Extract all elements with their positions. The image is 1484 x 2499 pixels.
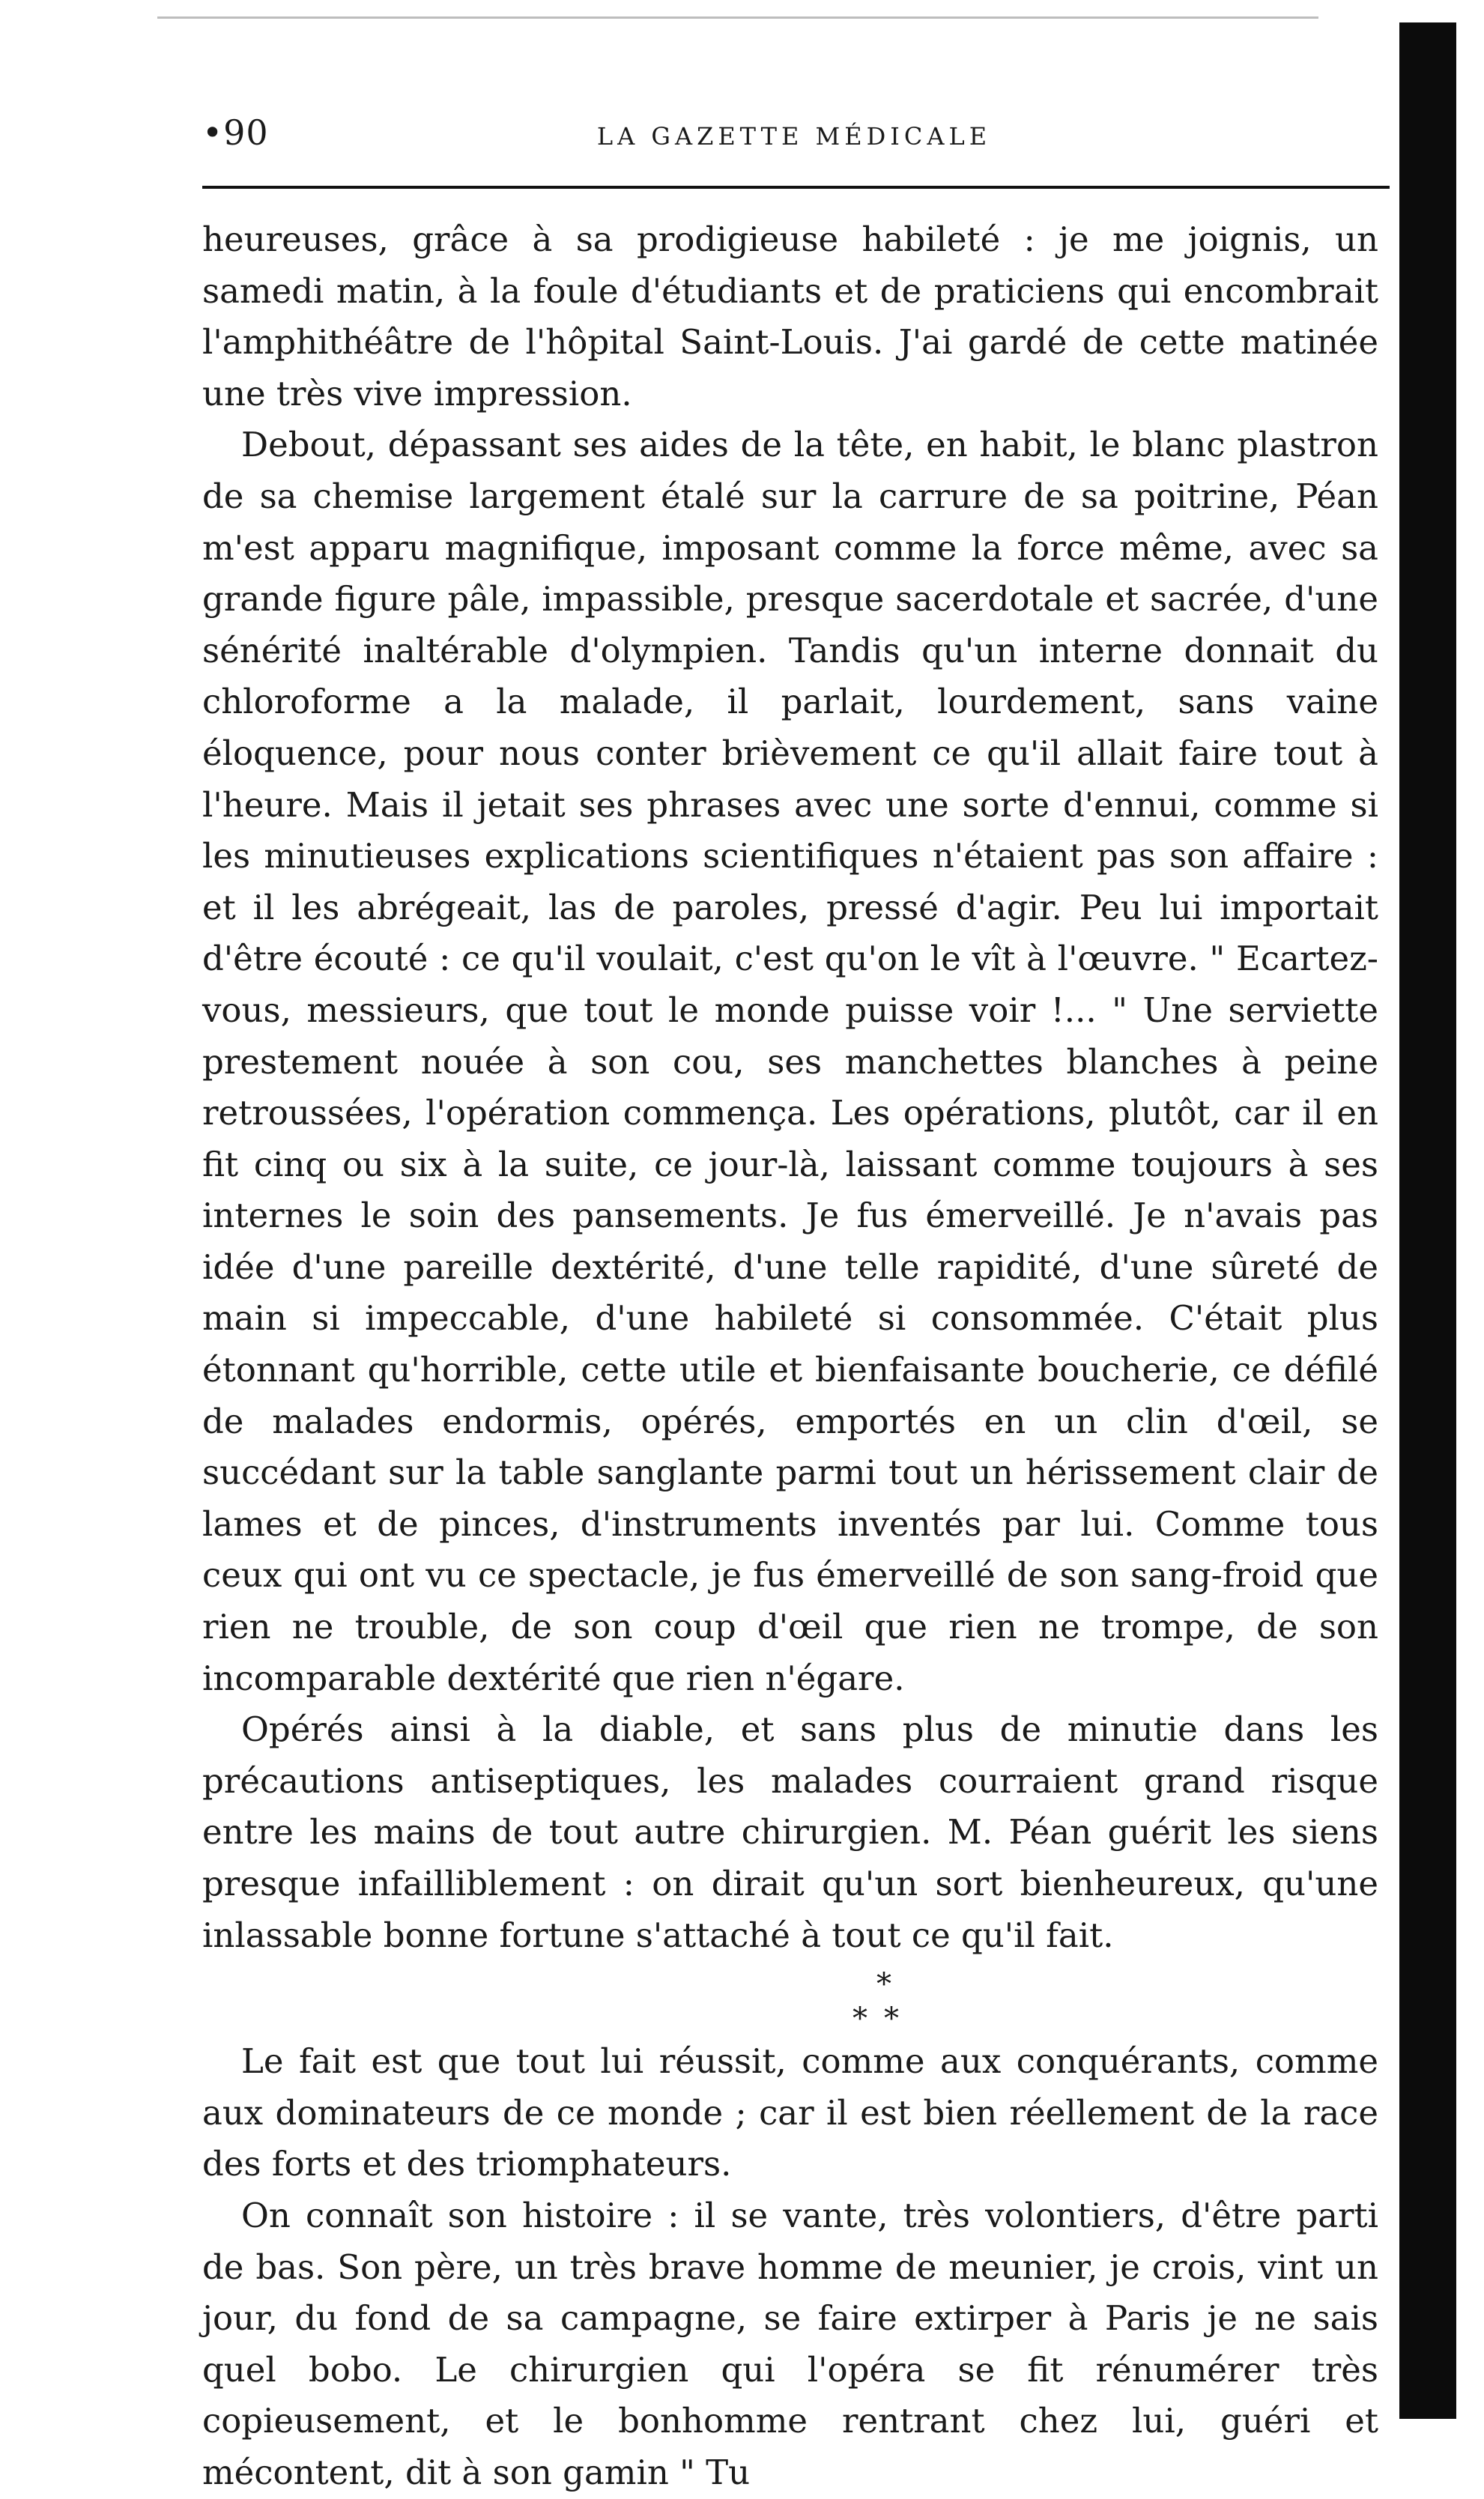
asterism-divider (202, 1967, 1378, 2036)
paragraph: Debout, dépassant ses aides de la tête, en habit, le blanc plastron de sa chemise largement étalé sur la carrure de sa poitrine, Péan m'est apparu magnifique, imposant comme la force même, avec sa grande figure pâle, impassible, presque sacerdotale et sacrée, d'une sénérité inaltérable d'olympien. Tandis qu'un interne donnait du chloroforme a la malade, il parlait, lourdement, sans vaine éloquence, pour nous conter brièvement ce qu'il allait faire tout à l'heure. Mais il jetait ses phrases avec une sorte d'ennui, comme si les minutieuses explications scientifiques n'étaient pas son affaire : et il les abrégeait, las de paroles, pressé d'agir. Peu lui importait d'être écouté : ce qu'il voulait, c'est qu'on le vît à l'œuvre. " Ecartez-vous, messieurs, que tout le monde puisse voir !... " Une serviette prestement nouée à son cou, ses manchettes blanches à peine retroussées, l'opération commença. Les opérations, plutôt, car il en fit cinq ou six à la suite, ce jour-là, laissant comme toujours à ses internes le soin des pansements. Je fus émerveillé. Je n'avais pas idée d'une pareille dextérité, d'une telle rapidité, d'une sûreté de main si impeccable, d'une habileté si consommée. C'était plus étonnant qu'horrible, cette utile et bienfaisante boucherie, ce défilé de malades endormis, opérés, emportés en un clin d'œil, se succédant sur la table sanglante parmi tout un hérissement clair de lames et de pinces, d'instruments inventés par lui. Comme tous ceux qui ont vu ce spectacle, je fus émerveillé de son sang-froid que rien ne trouble, de son coup d'œil que rien ne trompe, de son incomparable dextérité que rien n'égare. (202, 425, 1378, 1698)
paragraph: Opérés ainsi à la diable, et sans plus de minutie dans les précautions antiseptiques, les malades courraient grand risque entre les mains de tout autre chirurgien. M. Péan guérit les siens presque infailliblement : on dirait qu'un sort bienheureux, qu'une inlassable bonne fortune s'attaché à tout ce qu'il fait. (202, 1709, 1378, 1955)
running-title: LA GAZETTE MÉDICALE (596, 122, 992, 151)
paragraph: heureuses, grâce à sa prodigieuse habileté : je me joignis, un samedi matin, à la foule d'étudiants et de praticiens qui encombrait l'amphithéâtre de l'hôpital Saint-Louis. J'ai gardé de cette matinée une très vive impression. (202, 219, 1378, 414)
page-header (202, 112, 1386, 165)
paragraph: On connaît son histoire : il se vante, très volontiers, d'être parti de bas. Son père, un très brave homme de meunier, je crois, vint un jour, du fond de sa campagne, se faire extirper à Paris je ne sais quel bobo. Le chirurgien qui l'opéra se fit rénumérer très copieusement, et le bonhomme rentrant chez lui, guéri et mécontent, dit à son gamin " Tu (202, 2195, 1378, 2492)
asterism-top: * (876, 1967, 891, 2002)
header-rule (202, 186, 1390, 189)
page (202, 112, 1386, 2499)
paragraph: Le fait est que tout lui réussit, comme aux conquérants, comme aux dominateurs de ce monde ; car il est bien réellement de la race des forts et des triomphateurs. (202, 2041, 1378, 2184)
scan-edge-shadow (1399, 22, 1456, 2419)
asterism-bottom: ** (852, 2002, 915, 2037)
body-text (202, 214, 1378, 2499)
page-number: •90 (202, 112, 269, 153)
top-edge-rule (157, 16, 1318, 19)
